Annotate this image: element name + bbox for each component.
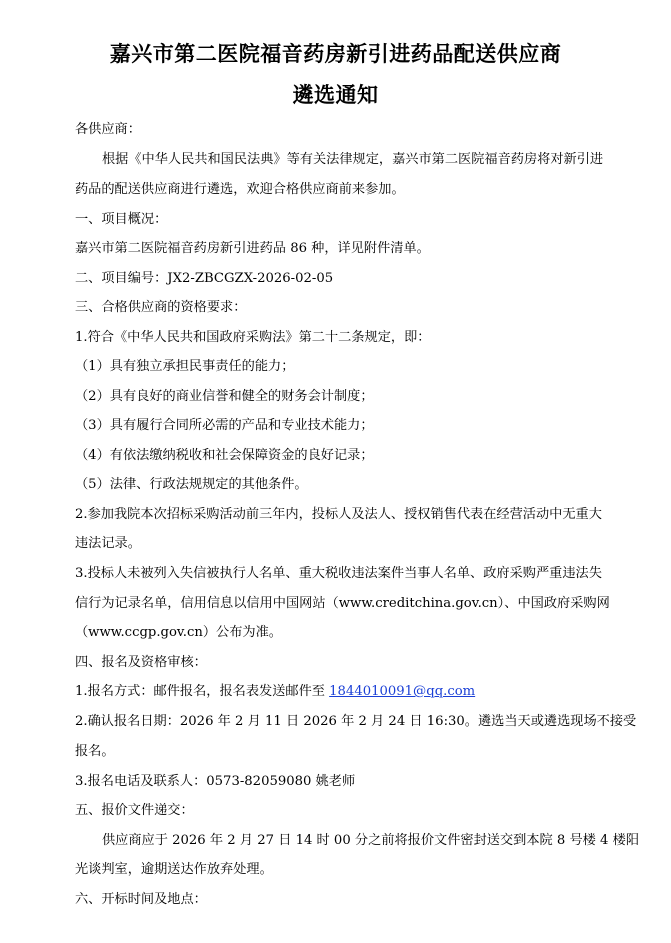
section-heading-4: 四、报名及资格审核： <box>75 655 207 670</box>
requirement-1: 1.符合《中华人民共和国政府采购法》第二十二条规定，即： <box>75 330 431 345</box>
registration-method <box>75 680 475 699</box>
quote-submission-line1: 供应商应于 2026 年 2 月 27 日 14 时 00 分之前将报价文件密封送交到本院 8 号楼 4 楼阳 <box>102 833 640 848</box>
requirement-1-item-5: （5）法律、行政法规规定的其他条件。 <box>75 477 308 492</box>
notice-title-line1: 嘉兴市第二医院福音药房新引进药品配送供应商 <box>109 42 562 66</box>
registration-date-line1: 2.确认报名日期：2026 年 2 月 11 日 2026 年 2 月 24 日 16:30。遴选当天或遴选现场不接受 <box>75 714 637 729</box>
registration-method-text: 1.报名方式：邮件报名，报名表发送邮件至 <box>75 684 330 699</box>
registration-date-line2: 报名。 <box>75 744 115 759</box>
requirement-1-item-2: （2）具有良好的商业信誉和健全的财务会计制度； <box>75 389 374 404</box>
requirement-2-line1: 2.参加我院本次招标采购活动前三年内，投标人及法人、授权销售代表在经营活动中无重大 <box>75 507 602 522</box>
requirement-3-line1: 3.投标人未被列入失信被执行人名单、重大税收违法案件当事人名单、政府采购严重违法失 <box>75 566 602 581</box>
requirement-1-item-4: （4）有依法缴纳税收和社会保障资金的良好记录； <box>75 448 374 463</box>
section-heading-3: 三、合格供应商的资格要求： <box>75 300 247 315</box>
quote-submission-line2: 光谈判室，逾期送达作放弃处理。 <box>75 862 273 877</box>
requirement-1-item-1: （1）具有独立承担民事责任的能力； <box>75 359 295 374</box>
requirement-3-line3: （www.ccgp.gov.cn）公布为准。 <box>75 625 282 640</box>
intro-para-line1: 根据《中华人民共和国民法典》等有关法律规定，嘉兴市第二医院福音药房将对新引进 <box>102 152 604 167</box>
notice-title-line2: 遴选通知 <box>292 83 379 107</box>
section-heading-6: 六、开标时间及地点： <box>75 892 207 907</box>
requirement-1-item-3: （3）具有履行合同所必需的产品和专业技术能力； <box>75 418 374 433</box>
project-overview-text: 嘉兴市第二医院福音药房新引进药品 86 种，详见附件清单。 <box>75 241 430 256</box>
section-heading-2: 二、项目编号：JX2-ZBCGZX-2026-02-05 <box>75 271 334 286</box>
requirement-3-line2: 信行为记录名单，信用信息以信用中国网站（www.creditchina.gov.cn）、中国政府采购网 <box>75 596 610 611</box>
registration-email-link[interactable]: 1844010091@qq.com <box>329 684 476 699</box>
registration-contact: 3.报名电话及联系人：0573-82059080 姚老师 <box>75 774 356 789</box>
salutation: 各供应商： <box>75 122 141 137</box>
section-heading-5: 五、报价文件递交： <box>75 803 194 818</box>
requirement-2-line2: 违法记录。 <box>75 536 141 551</box>
section-heading-1: 一、项目概况： <box>75 212 168 227</box>
intro-para-line2: 药品的配送供应商进行遴选，欢迎合格供应商前来参加。 <box>75 182 405 197</box>
